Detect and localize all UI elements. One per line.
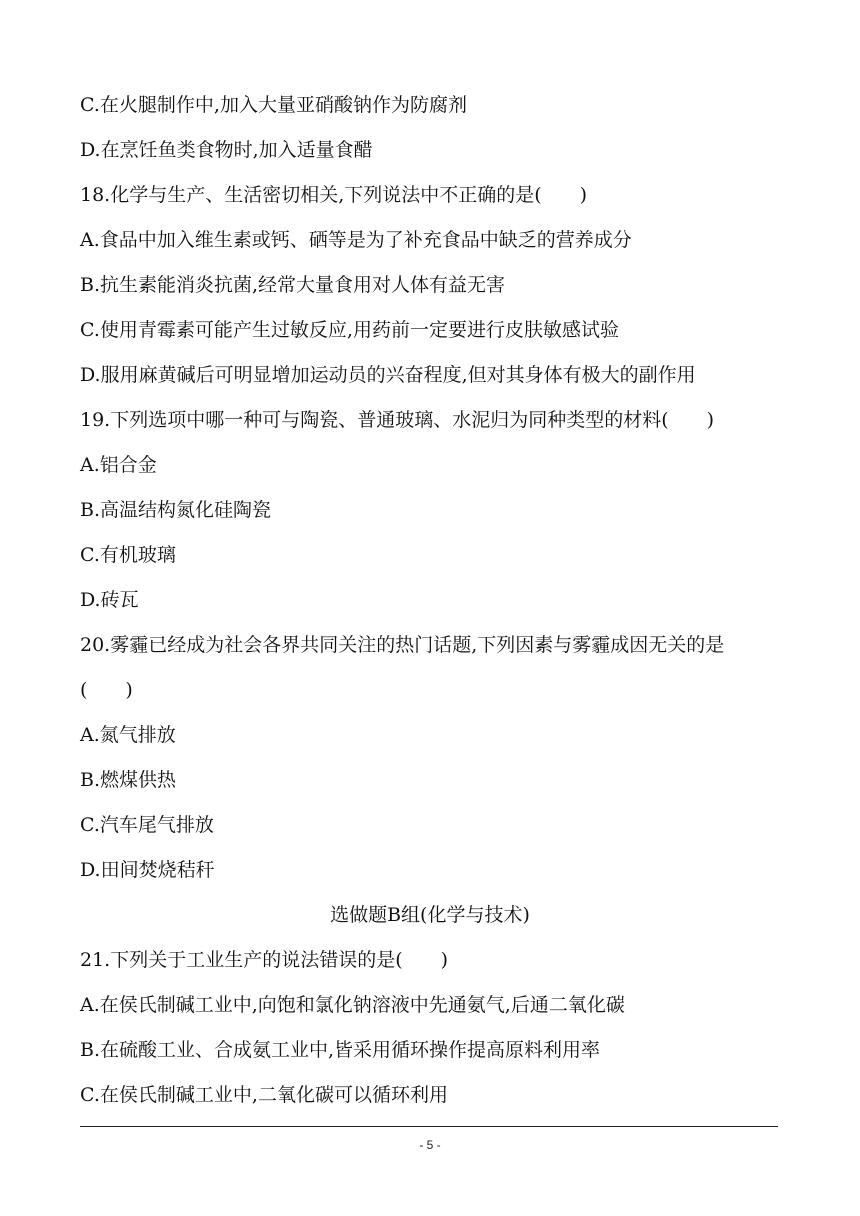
question-20: 20.雾霾已经成为社会各界共同关注的热门话题,下列因素与雾霾成因无关的是 (80, 634, 725, 656)
option-18a: A.食品中加入维生素或钙、硒等是为了补充食品中缺乏的营养成分 (80, 229, 632, 251)
option-20c: C.汽车尾气排放 (80, 814, 214, 836)
question-19: 19.下列选项中哪一种可与陶瓷、普通玻璃、水泥归为同种类型的材料( ) (80, 409, 715, 431)
option-17c: C.在火腿制作中,加入大量亚硝酸钠作为防腐剂 (80, 94, 467, 116)
question-20-blank: ( ) (80, 679, 133, 701)
question-18: 18.化学与生产、生活密切相关,下列说法中不正确的是( ) (80, 184, 588, 206)
option-21b: B.在硫酸工业、合成氨工业中,皆采用循环操作提高原料利用率 (80, 1039, 601, 1061)
question-21: 21.下列关于工业生产的说法错误的是( ) (80, 949, 449, 971)
option-18b: B.抗生素能消炎抗菌,经常大量食用对人体有益无害 (80, 274, 506, 296)
option-18d: D.服用麻黄碱后可明显增加运动员的兴奋程度,但对其身体有极大的副作用 (80, 364, 696, 386)
option-19c: C.有机玻璃 (80, 544, 176, 566)
option-20a: A.氮气排放 (80, 724, 176, 746)
option-19a: A.铝合金 (80, 454, 157, 476)
option-17d: D.在烹饪鱼类食物时,加入适量食醋 (80, 139, 373, 161)
section-heading: 选做题B组(化学与技术) (330, 904, 530, 926)
option-20d: D.田间焚烧秸秆 (80, 859, 215, 881)
footer-divider (80, 1126, 778, 1127)
option-19b: B.高温结构氮化硅陶瓷 (80, 499, 272, 521)
option-18c: C.使用青霉素可能产生过敏反应,用药前一定要进行皮肤敏感试验 (80, 319, 619, 341)
option-20b: B.燃煤供热 (80, 769, 177, 791)
page-number: - 5 - (419, 1138, 441, 1152)
option-21c: C.在侯氏制碱工业中,二氧化碳可以循环利用 (80, 1084, 448, 1106)
option-19d: D.砖瓦 (80, 589, 139, 611)
option-21a: A.在侯氏制碱工业中,向饱和氯化钠溶液中先通氨气,后通二氧化碳 (80, 994, 625, 1016)
